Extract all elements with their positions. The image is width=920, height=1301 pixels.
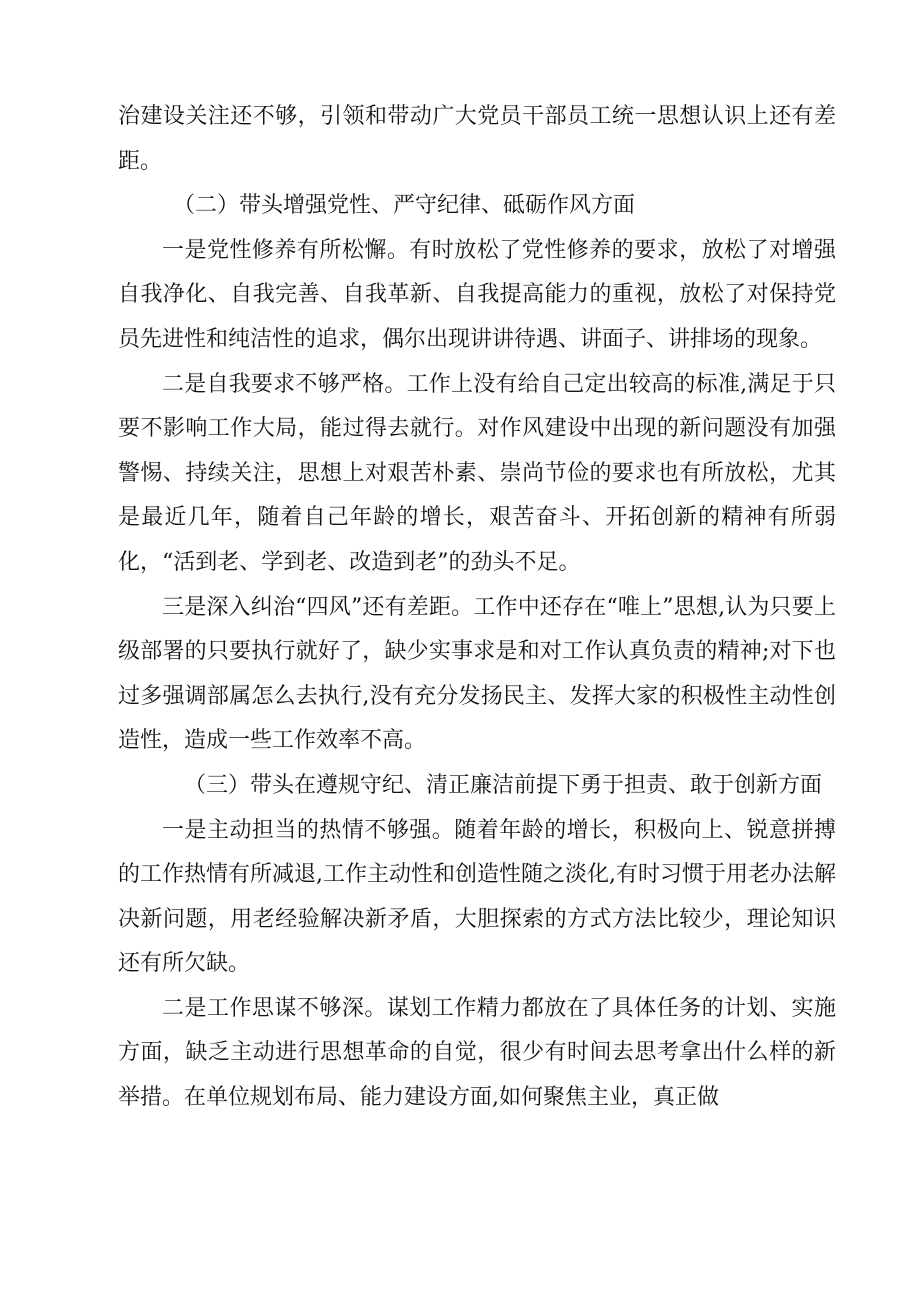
paragraph-four-winds: 三是深入纠治“四风”还有差距。工作中还存在“唯上”思想,认为只要上级部署的只要执行就好了，缺少实事求是和对工作认真负责的精神;对下也过多强调部属怎么去执行,没有充分发扬民主、发挥大家的积极性主动性创造性，造成一些工作效率不高。: [118, 594, 836, 754]
paragraph-self-discipline: 二是自我要求不够严格。工作上没有给自己定出较高的标准,满足于只要不影响工作大局，能过得去就行。对作风建设中出现的新问题没有加强警惕、持续关注，思想上对艰苦朴素、崇尚节俭的要求也有所放松，尤其是最近几年，随着自己年龄的增长，艰苦奋斗、开拓创新的精神有所弱化，“活到老、学到老、改造到老”的劲头不足。: [118, 371, 836, 575]
section-heading-two: （二）带头增强党性、严守纪律、砥砺作风方面: [173, 193, 636, 219]
paragraph-initiative: 一是主动担当的热情不够强。随着年龄的增长，积极向上、锐意拼搏的工作热情有所减退,工作主动性和创造性随之淡化,有时习惯于用老办法解决新问题，用老经验解决新矛盾，大胆探索的方式方法比较少，理论知识还有所欠缺。: [118, 817, 836, 977]
section-heading-three: （三）带头在遵规守纪、清正廉洁前提下勇于担责、敢于创新方面: [184, 772, 823, 798]
document-body: [118, 95, 836, 1121]
paragraph-planning: 二是工作思谋不够深。谋划工作精力都放在了具体任务的计划、实施方面，缺乏主动进行思想革命的自觉，很少有时间去思考拿出什么样的新举措。在单位规划布局、能力建设方面,如何聚焦主业，真正做: [118, 995, 836, 1111]
paragraph-party-spirit: 一是党性修养有所松懈。有时放松了党性修养的要求，放松了对增强自我净化、自我完善、自我革新、自我提高能力的重视，放松了对保持党员先进性和纯洁性的追求，偶尔出现讲讲待遇、讲面子、讲排场的现象。: [118, 237, 836, 352]
paragraph-continuation: 治建设关注还不够，引领和带动广大党员干部员工统一思想认识上还有差距。: [118, 104, 836, 174]
